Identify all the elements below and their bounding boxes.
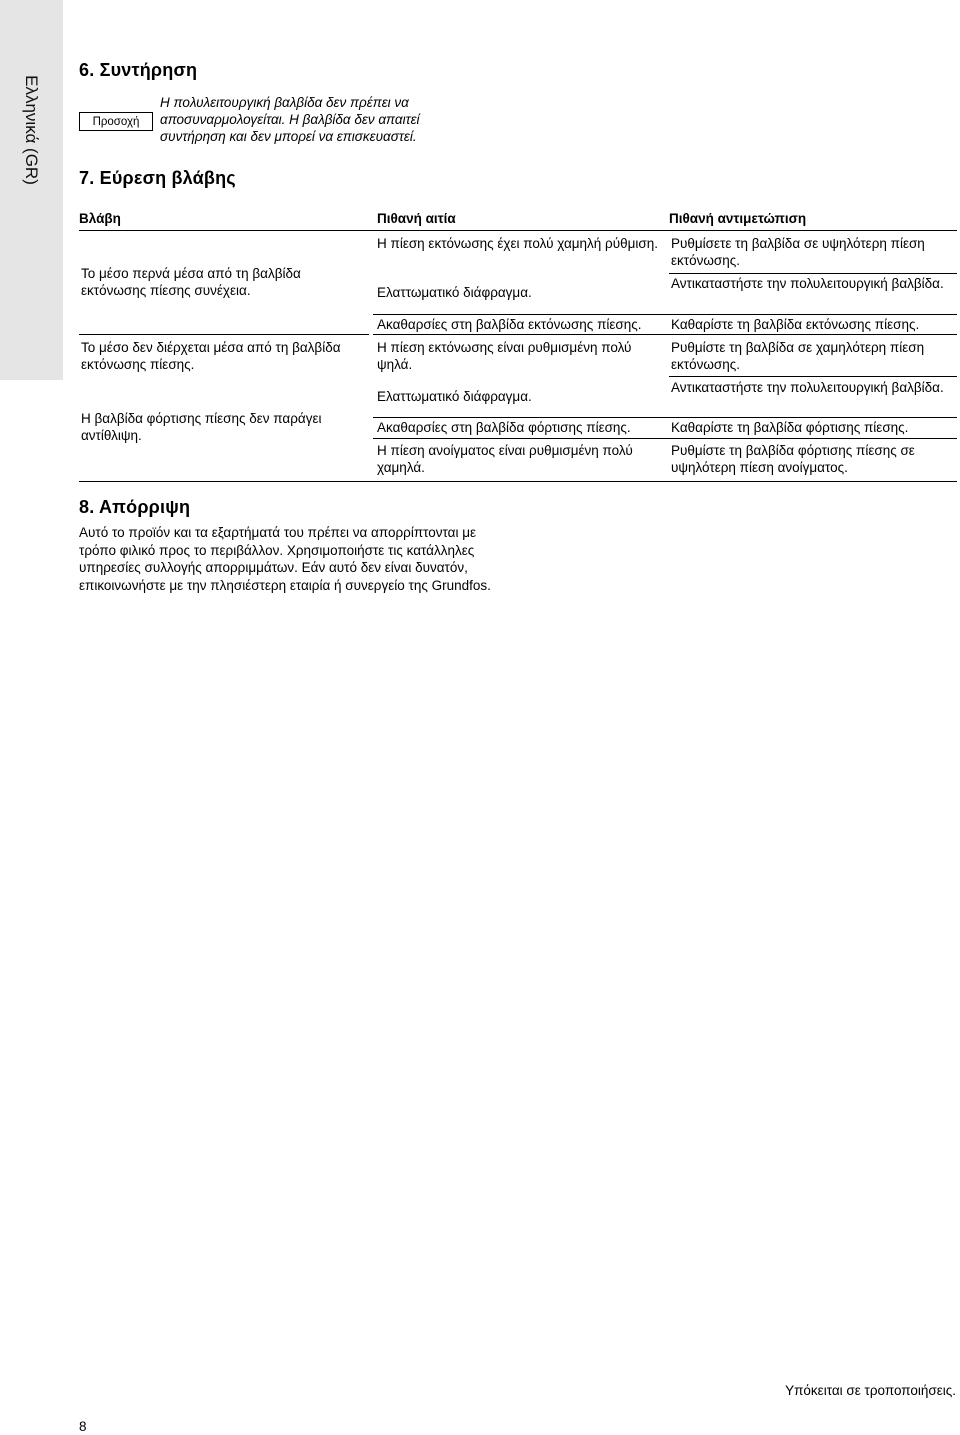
- language-label: Ελληνικά (GR): [22, 75, 41, 185]
- row-rule: [79, 334, 369, 335]
- row-rule: [669, 376, 957, 377]
- footer-note: Υπόκειται σε τροποποιήσεις.: [785, 1383, 956, 1398]
- cause-5: Ελαττωματικό διάφραγμα.: [377, 389, 532, 404]
- table-bottom-rule: [79, 481, 957, 482]
- section-heading-troubleshooting: 7. Εύρεση βλάβης: [79, 168, 236, 188]
- column-header-fault: Βλάβη: [79, 211, 121, 226]
- disposal-text: Αυτό το προϊόν και τα εξαρτήματά του πρέπει να απορρίπτονται με τρόπο φιλικό προς το περιβάλλον. Χρησιμοποιήστε τις κατάλληλες υπηρεσίες συλλογής απορριμμάτων. Εάν αυτό δεν είναι δυνατόν, επικοινωνήστε με την πλησιέστερη εταιρία ή συνεργείο της Grundfos.: [79, 525, 491, 593]
- fault-1: Το μέσο περνά μέσα από τη βαλβίδα εκτόνωσης πίεσης συνέχεια.: [81, 266, 301, 298]
- cause-2: Ελαττωματικό διάφραγμα.: [377, 285, 532, 300]
- cause-3: Ακαθαρσίες στη βαλβίδα εκτόνωσης πίεσης.: [377, 317, 642, 332]
- section-heading-disposal: 8. Απόρριψη: [79, 497, 191, 517]
- row-rule: [373, 314, 957, 315]
- row-rule: [669, 273, 957, 274]
- cause-7: Η πίεση ανοίγματος είναι ρυθμισμένη πολύ χαμηλά.: [377, 443, 633, 475]
- remedy-1: Ρυθμίσετε τη βαλβίδα σε υψηλότερη πίεση εκτόνωσης.: [671, 236, 925, 268]
- remedy-2: Αντικαταστήστε την πολυλειτουργική βαλβίδα.: [671, 276, 944, 291]
- fault-3: Η βαλβίδα φόρτισης πίεσης δεν παράγει αντίθλιψη.: [81, 411, 322, 443]
- fault-2: Το μέσο δεν διέρχεται μέσα από τη βαλβίδα εκτόνωσης πίεσης.: [81, 340, 341, 372]
- cause-6: Ακαθαρσίες στη βαλβίδα φόρτισης πίεσης.: [377, 420, 631, 435]
- column-header-cause: Πιθανή αιτία: [377, 211, 456, 226]
- row-rule: [373, 438, 957, 439]
- language-side-tab: [0, 0, 63, 380]
- page-number: 8: [79, 1419, 87, 1434]
- remedy-4: Ρυθμίστε τη βαλβίδα σε χαμηλότερη πίεση εκτόνωσης.: [671, 340, 925, 372]
- caution-text: Η πολυλειτουργική βαλβίδα δεν πρέπει να αποσυναρμολογείται. Η βαλβίδα δεν απαιτεί συντήρηση και δεν μπορεί να επισκευαστεί.: [160, 95, 420, 144]
- remedy-3: Καθαρίστε τη βαλβίδα εκτόνωσης πίεσης.: [671, 317, 920, 332]
- caution-label: Προσοχή: [92, 115, 140, 128]
- cause-4: Η πίεση εκτόνωσης είναι ρυθμισμένη πολύ ψηλά.: [377, 340, 632, 372]
- caution-label-box: [79, 112, 153, 131]
- column-header-remedy: Πιθανή αντιμετώπιση: [669, 211, 807, 226]
- remedy-6: Καθαρίστε τη βαλβίδα φόρτισης πίεσης.: [671, 420, 909, 435]
- remedy-7: Ρυθμίστε τη βαλβίδα φόρτισης πίεσης σε υψηλότερη πίεση ανοίγματος.: [671, 443, 915, 475]
- cause-1: Η πίεση εκτόνωσης έχει πολύ χαμηλή ρύθμιση.: [377, 236, 658, 251]
- remedy-5: Αντικαταστήστε την πολυλειτουργική βαλβίδα.: [671, 380, 944, 395]
- section-heading-maintenance: 6. Συντήρηση: [79, 60, 198, 80]
- row-rule: [373, 334, 957, 335]
- row-rule: [373, 417, 957, 418]
- table-header-rule: [79, 230, 957, 231]
